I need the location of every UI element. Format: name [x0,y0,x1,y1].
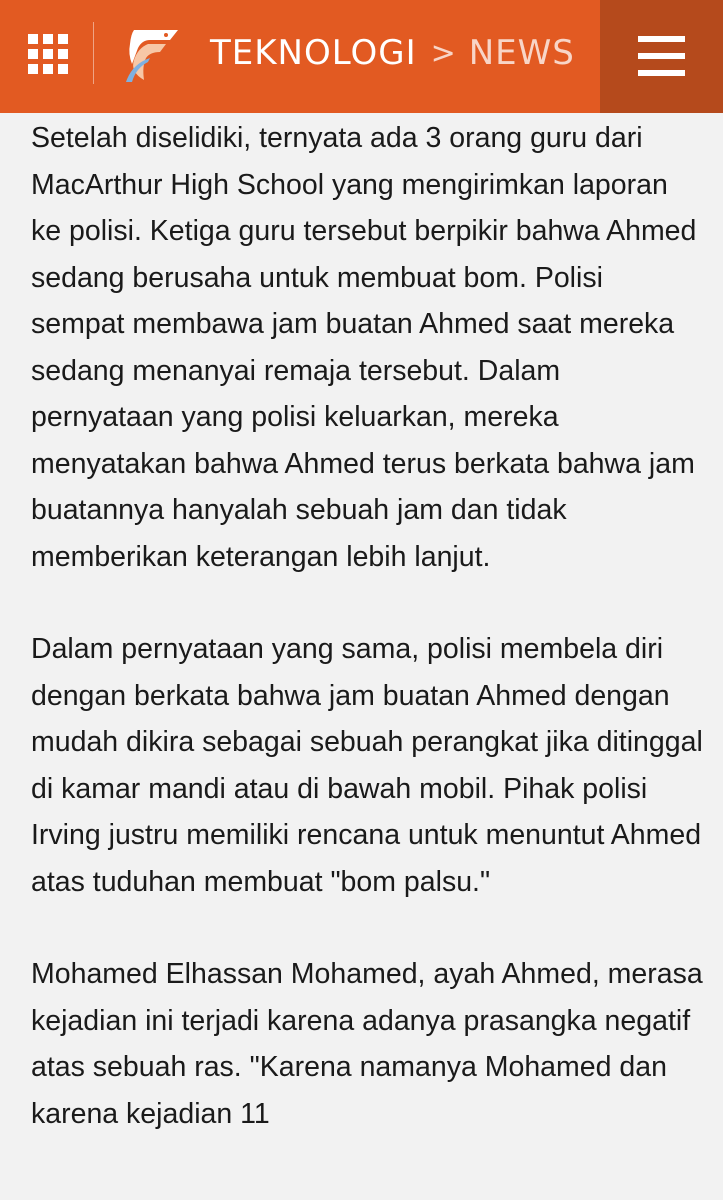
hamburger-menu-icon[interactable] [600,0,723,113]
article-body [31,115,703,1183]
article-paragraph: Setelah diselidiki, ternyata ada 3 orang guru dari MacArthur High School yang mengirimkan laporan ke polisi. Ketiga guru tersebut berpikir bahwa Ahmed sedang berusaha untuk membuat bom. Polisi sempat membawa jam buatan Ahmed saat mereka sedang menanyai remaja tersebut. Dalam pernyataan yang polisi keluarkan, mereka menyatakan bahwa Ahmed terus berkata bahwa jam buatannya hanyalah sebuah jam dan tidak memberikan keterangan lebih lanjut. [31,122,697,573]
grid-icon[interactable] [28,34,68,74]
breadcrumb-separator: > [430,35,457,71]
article-paragraph: Mohamed Elhassan Mohamed, ayah Ahmed, merasa kejadian ini terjadi karena adanya prasangka negatif atas sebuah ras. "Karena namanya Mohamed dan karena kejadian 11 [31,958,703,1130]
top-nav-bar [0,0,723,113]
article-paragraph: Dalam pernyataan yang sama, polisi membela diri dengan berkata bahwa jam buatan Ahmed dengan mudah dikira sebagai sebuah perangkat jika ditinggal di kamar mandi atau di bawah mobil. Pihak polisi Irving justru memiliki rencana untuk menuntut Ahmed atas tuduhan membuat "bom palsu." [31,633,703,898]
breadcrumb-section-link[interactable]: TEKNOLOGI [210,33,417,73]
breadcrumb [210,30,575,76]
bird-logo-icon[interactable] [120,24,182,84]
header-divider [93,22,94,84]
breadcrumb-subsection-link[interactable]: NEWS [468,33,575,73]
